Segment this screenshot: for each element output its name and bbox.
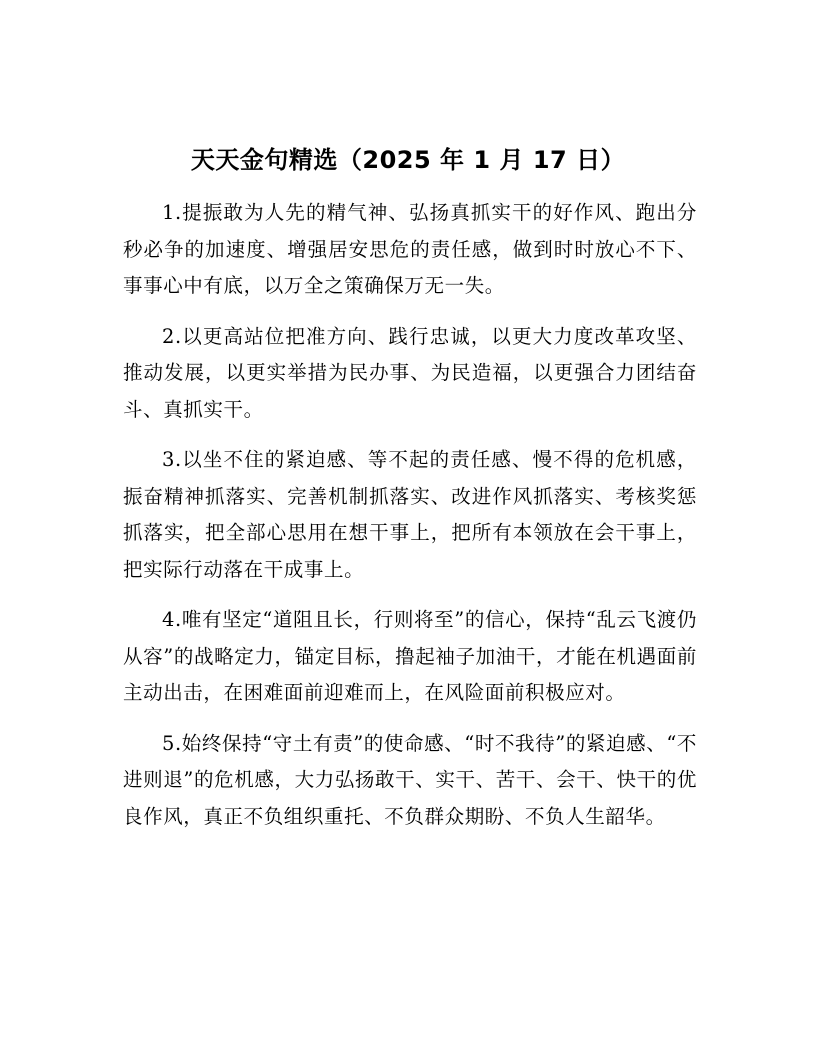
paragraph-4: 4.唯有坚定“道阻且长，行则将至”的信心，保持“乱云飞渡仍从容”的战略定力，锚定目标，撸起袖子加油干，才能在机遇面前主动出击，在困难面前迎难而上，在风险面前积极应对。: [123, 608, 697, 704]
paragraph-5: 5.始终保持“守土有责”的使命感、“时不我待”的紧迫感、“不进则退”的危机感，大力弘扬敢干、实干、苦干、会干、快干的优良作风，真正不负组织重托、不负群众期盼、不负人生韶华。: [123, 731, 697, 828]
paragraph-2: 2.以更高站位把准方向、践行忠诚，以更大力度改革攻坚、推动发展，以更实举措为民办事、为民造福，以更强合力团结奋斗、真抓实干。: [123, 324, 697, 421]
document-body: [123, 195, 697, 849]
document-title: 天天金句精选（2025 年 1 月 17 日）: [190, 146, 626, 174]
paragraph-3: 3.以坐不住的紧迫感、等不起的责任感、慢不得的危机感，振奋精神抓落实、完善机制抓落实、改进作风抓落实、考核奖惩抓落实，把全部心思用在想干事上，把所有本领放在会干事上，把实际行动落在干成事上。: [123, 448, 697, 581]
paragraph-1: 1.提振敢为人先的精气神、弘扬真抓实干的好作风、跑出分秒必争的加速度、增强居安思危的责任感，做到时时放心不下、事事心中有底，以万全之策确保万无一失。: [123, 201, 697, 297]
